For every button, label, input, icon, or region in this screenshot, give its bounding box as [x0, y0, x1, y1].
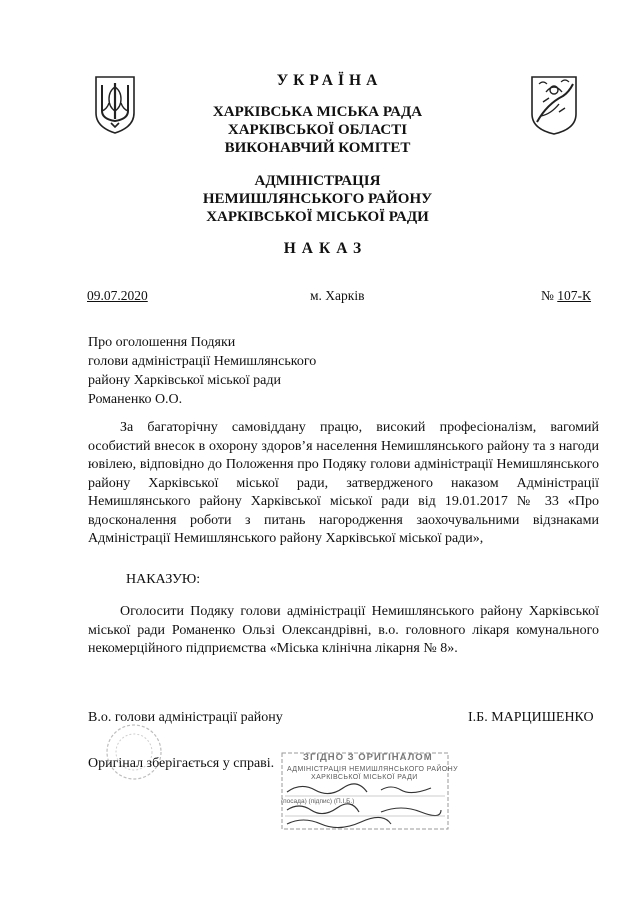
- subject-line: Романенко О.О.: [88, 392, 183, 407]
- signatory-position: В.о. голови адміністрації району: [88, 710, 283, 725]
- council-line: ВИКОНАВЧИЙ КОМІТЕТ: [224, 140, 411, 156]
- council-line: ХАРКІВСЬКОЇ ОБЛАСТІ: [227, 122, 408, 138]
- subject-line: району Харківської міської ради: [88, 373, 281, 388]
- stamp-frame-icon: [281, 752, 449, 830]
- document-number: [541, 288, 591, 304]
- administration-line: НЕМИШЛЯНСЬКОГО РАЙОНУ: [202, 191, 433, 207]
- decree-word: НАКАЗУЮ:: [126, 572, 201, 587]
- stamp-caption: (посада) (підпис) (П.І.Б.): [281, 798, 355, 805]
- country-heading: УКРАЇНА: [276, 72, 383, 89]
- number-value: 107-К: [557, 288, 592, 303]
- stamp-title: ЗГІДНО З ОРИГІНАЛОМ: [303, 752, 433, 763]
- council-heading: [0, 103, 635, 157]
- administration-line: АДМІНІСТРАЦІЯ: [254, 173, 381, 189]
- signatory-name: І.Б. МАРЦИШЕНКО: [468, 710, 594, 725]
- stamp-department-city: ХАРКІВСЬКОЇ МІСЬКОЇ РАДИ: [311, 774, 418, 781]
- preamble-paragraph: За багаторічну самовіддану працю, високий професіоналізм, вагомий особистий внесок в охорону здоров’я населення Немишлянського району та з нагоди ювілею, відповідно до Положення про Подяку голови адміністрації Немишлянського району Харківської міської ради, затвердженого наказом Адміністрації Немишлянського району Харківської міської ради від 19.01.2017 № 33 «Про вдосконалення роботи з питань нагородження заохочувальними відзнаками Адміністрації Немишлянського району Харківської міської ради»,: [88, 420, 599, 546]
- stamp-department: АДМІНІСТРАЦІЯ НЕМИШЛЯНСЬКОГО РАЙОНУ: [287, 766, 458, 773]
- administration-heading: [0, 172, 635, 226]
- decision-paragraph: Оголосити Подяку голови адміністрації Немишлянського району Харківської міської ради Романенко Ользі Олександрівні, в.о. головного лікаря комунального некомерційного підприємства «Міська клінічна лікарня № 8».: [88, 604, 599, 656]
- subject-line: Про оголошення Подяки: [88, 335, 236, 350]
- original-storage-note: Оригінал зберігається у справі.: [88, 756, 275, 771]
- order-subject: [88, 333, 316, 409]
- subject-line: голови адміністрації Немишлянського: [88, 354, 317, 369]
- document-date: 09.07.2020: [87, 288, 148, 303]
- administration-line: ХАРКІВСЬКОЇ МІСЬКОЇ РАДИ: [206, 209, 429, 225]
- round-seal-icon: [104, 722, 164, 782]
- document-city: м. Харків: [310, 288, 365, 303]
- certified-copy-stamp: [281, 752, 458, 830]
- document-type-title: НАКАЗ: [283, 240, 368, 257]
- number-prefix: №: [541, 288, 554, 303]
- council-line: ХАРКІВСЬКА МІСЬКА РАДА: [212, 104, 423, 120]
